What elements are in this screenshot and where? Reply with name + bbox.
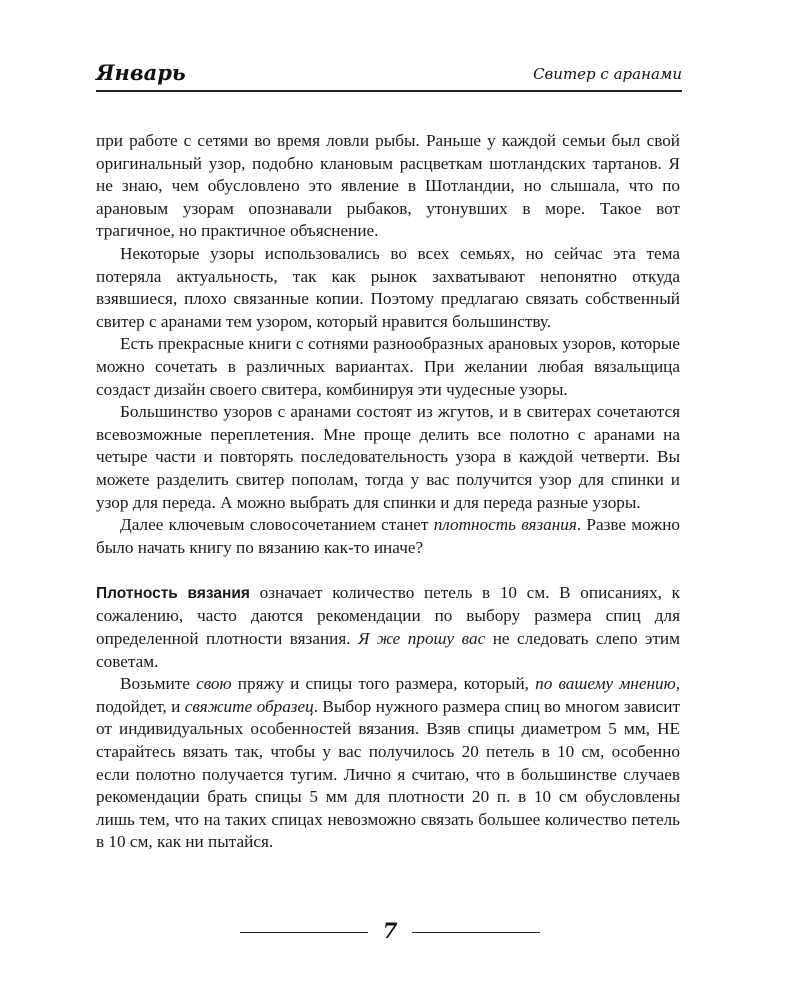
p5-text-end: . Разве можно было начать книгу по вязанию как-то иначе? xyxy=(96,515,680,557)
body-text xyxy=(96,130,680,854)
footer-rule-right xyxy=(412,932,540,933)
p7-emphasis-2: по вашему мнению, xyxy=(535,674,680,694)
paragraph-4: Большинство узоров с аранами состоят из жгутов, и в свитерах сочетаются всевозможные переплетения. Мне проще делить все полотно с аранами на четыре части и повторять последовательность узора в каждой четверти. Вы можете разделить свитер пополам, тогда у вас получится узор для спинки и узор для переда. А можно выбрать для спинки и для переда разные узоры. xyxy=(96,402,680,512)
running-header xyxy=(96,56,682,94)
header-divider xyxy=(96,90,682,92)
p7-text-2: пряжу и спицы того размера, который, xyxy=(231,674,536,694)
p6-text-end: не следовать слепо этим советам. xyxy=(96,629,680,671)
paragraph-6 xyxy=(96,582,680,673)
p6-emphasis: Я же прошу вас xyxy=(358,629,486,649)
page-number: 7 xyxy=(382,918,398,943)
p7-text-1: Возьмите xyxy=(120,674,197,694)
paragraph-7 xyxy=(96,673,680,854)
p7-text-4: . Выбор нужного размера спиц во многом зависит от индивидуальных особенностей вязания. Взяв спицы диаметром 5 мм, НЕ старайтесь вязать так, чтобы у вас получилось 20 петель в 10 см, особенно если полотно получается тугим. Лично я считаю, что в большинстве случаев рекомендации брать спицы 5 мм для плотности 20 п. в 10 см обусловлены лишь тем, что на таких спицах невозможно связать большее количество петель в 10 см, как ни пытайся. xyxy=(96,696,680,852)
p6-text-start: означает количество петель в 10 см. В описаниях, к сожалению, часто даются рекомендации по выбору размера спиц для определенной плотности вязания. xyxy=(96,582,680,649)
paragraph-1: при работе с сетями во время ловли рыбы. Раньше у каждой семьи был свой оригинальный узор, подобно клановым расцветкам шотландских тартанов. Я не знаю, чем обусловлено это явление в Шотландии, но слышала, что по арановым узорам опознавали рыбаков, утонувших в море. Такое вот трагичное, но практичное объяснение. xyxy=(96,131,680,241)
page-footer xyxy=(240,918,540,948)
chapter-title: Январь xyxy=(96,60,186,85)
p7-emphasis-1: свою xyxy=(196,674,232,694)
p5-emphasis: плотность вязания xyxy=(433,515,577,535)
definition-term: Плотность вязания xyxy=(96,584,250,602)
p7-emphasis-3: свяжите образец xyxy=(184,696,314,716)
section-title: Свитер с аранами xyxy=(533,65,682,83)
paragraph-5 xyxy=(96,514,680,559)
p7-text-3: подойдет, и xyxy=(96,696,185,716)
p5-text-start: Далее ключевым словосочетанием станет xyxy=(120,515,434,535)
paragraph-3: Есть прекрасные книги с сотнями разнообразных арановых узоров, которые можно сочетать в различных вариантах. При желании любая вязальщица создаст дизайн своего свитера, комбинируя эти чудесные узоры. xyxy=(96,334,680,399)
paragraph-2: Некоторые узоры использовались во всех семьях, но сейчас эта тема потеряла актуальность, так как рынок захватывают непонятно откуда взявшиеся, плохо связанные копии. Поэтому предлагаю связать собственный свитер с аранами тем узором, который нравится большинству. xyxy=(96,243,680,331)
